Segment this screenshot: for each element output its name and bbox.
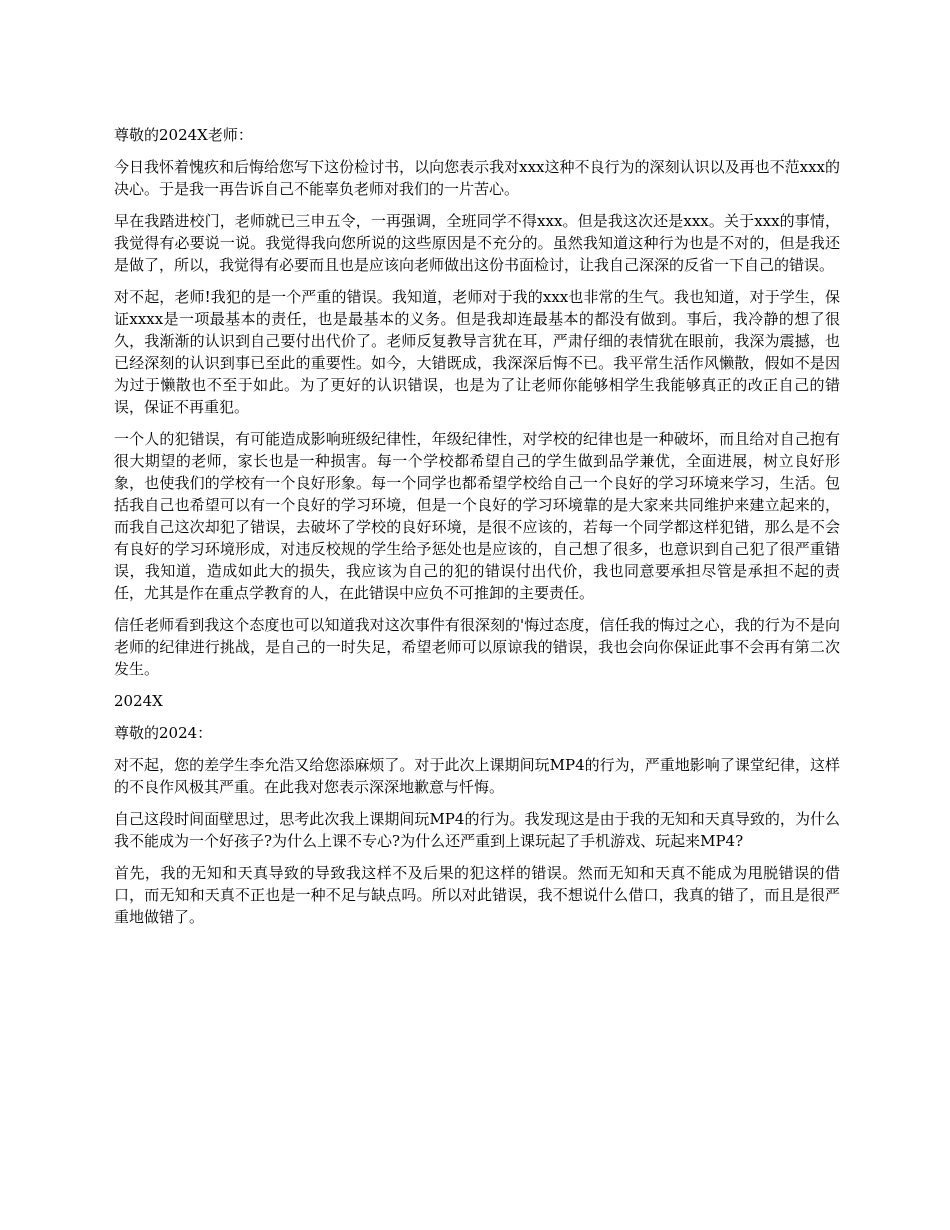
signature-year: 2024X xyxy=(114,692,163,710)
document-page xyxy=(114,124,840,938)
salutation-2: 尊敬的2024： xyxy=(114,724,213,742)
paragraph-intro: 今日我怀着愧疚和后悔给您写下这份检讨书，以向您表示我对xxx这种不良行为的深刻认识以及再也不范xxx的决心。于是我一再告诉自己不能辜负老师对我们的一片苦心。 xyxy=(114,158,840,198)
paragraph-promise: 信任老师看到我这个态度也可以知道我对这次事件有很深刻的'悔过态度，信任我的悔过之心，我的行为不是向老师的纪律进行挑战，是自己的一时失足，希望老师可以原谅我的错误，我也会向你保证此事不会再有第二次发生。 xyxy=(114,616,840,678)
paragraph-background: 早在我踏进校门，老师就已三申五令，一再强调，全班同学不得xxx。但是我这次还是xxx。关于xxx的事情，我觉得有必要说一说。我觉得我向您所说的这些原因是不充分的。虽然我知道这种行为也是不对的，但是我还是做了，所以，我觉得有必要而且也是应该向老师做出这份书面检讨，让我自己深深的反省一下自己的错误。 xyxy=(114,212,840,274)
paragraph-mp4-apology: 对不起，您的差学生李允浩又给您添麻烦了。对于此次上课期间玩MP4的行为，严重地影响了课堂纪律，这样的不良作风极其严重。在此我对您表示深深地歉意与忏悔。 xyxy=(114,756,840,796)
paragraph-consequences: 一个人的犯错误，有可能造成影响班级纪律性，年级纪律性，对学校的纪律也是一种破坏，而且给对自己抱有很大期望的老师，家长也是一种损害。每一个学校都希望自己的学生做到品学兼优，全面进展，树立良好形象，也使我们的学校有一个良好形象。每一个同学也都希望学校给自己一个良好的学习环境来学习，生活。包括我自己也希望可以有一个良好的学习环境，但是一个良好的学习环境靠的是大家来共同维护来建立起来的，而我自己这次却犯了错误，去破坏了学校的良好环境，是很不应该的，若每一个同学都这样犯错，那么是不会有良好的学习环境形成，对违反校规的学生给予惩处也是应该的，自己想了很多，也意识到自己犯了很严重错误，我知道，造成如此大的损失，我应该为自己的犯的错误付出代价，我也同意要承担尽管是承担不起的责任，尤其是作在重点学教育的人，在此错误中应负不可推卸的主要责任。 xyxy=(114,430,840,602)
salutation-1: 尊敬的2024X老师： xyxy=(114,126,253,144)
paragraph-conclusion: 首先，我的无知和天真导致的导致我这样不及后果的犯这样的错误。然而无知和天真不能成为甩脱错误的借口，而无知和天真不正也是一种不足与缺点吗。所以对此错误，我不想说什么借口，我真的错了，而且是很严重地做错了。 xyxy=(114,864,840,926)
paragraph-apology: 对不起，老师!我犯的是一个严重的错误。我知道，老师对于我的xxx也非常的生气。我也知道，对于学生，保证xxxx是一项最基本的责任，也是最基本的义务。但是我却连最基本的都没有做到。事后，我冷静的想了很久，我渐渐的认识到自己要付出代价了。老师反复教导言犹在耳，严肃仔细的表情犹在眼前，我深为震撼，也已经深刻的认识到事已至此的重要性。如今，大错既成，我深深后悔不已。我平常生活作风懒散，假如不是因为过于懒散也不至于如此。为了更好的认识错误，也是为了让老师你能够相学生我能够真正的改正自己的错误，保证不再重犯。 xyxy=(114,288,840,416)
paragraph-reflection: 自己这段时间面壁思过，思考此次我上课期间玩MP4的行为。我发现这是由于我的无知和天真导致的，为什么我不能成为一个好孩子?为什么上课不专心?为什么还严重到上课玩起了手机游戏、玩起来MP4? xyxy=(114,810,840,850)
